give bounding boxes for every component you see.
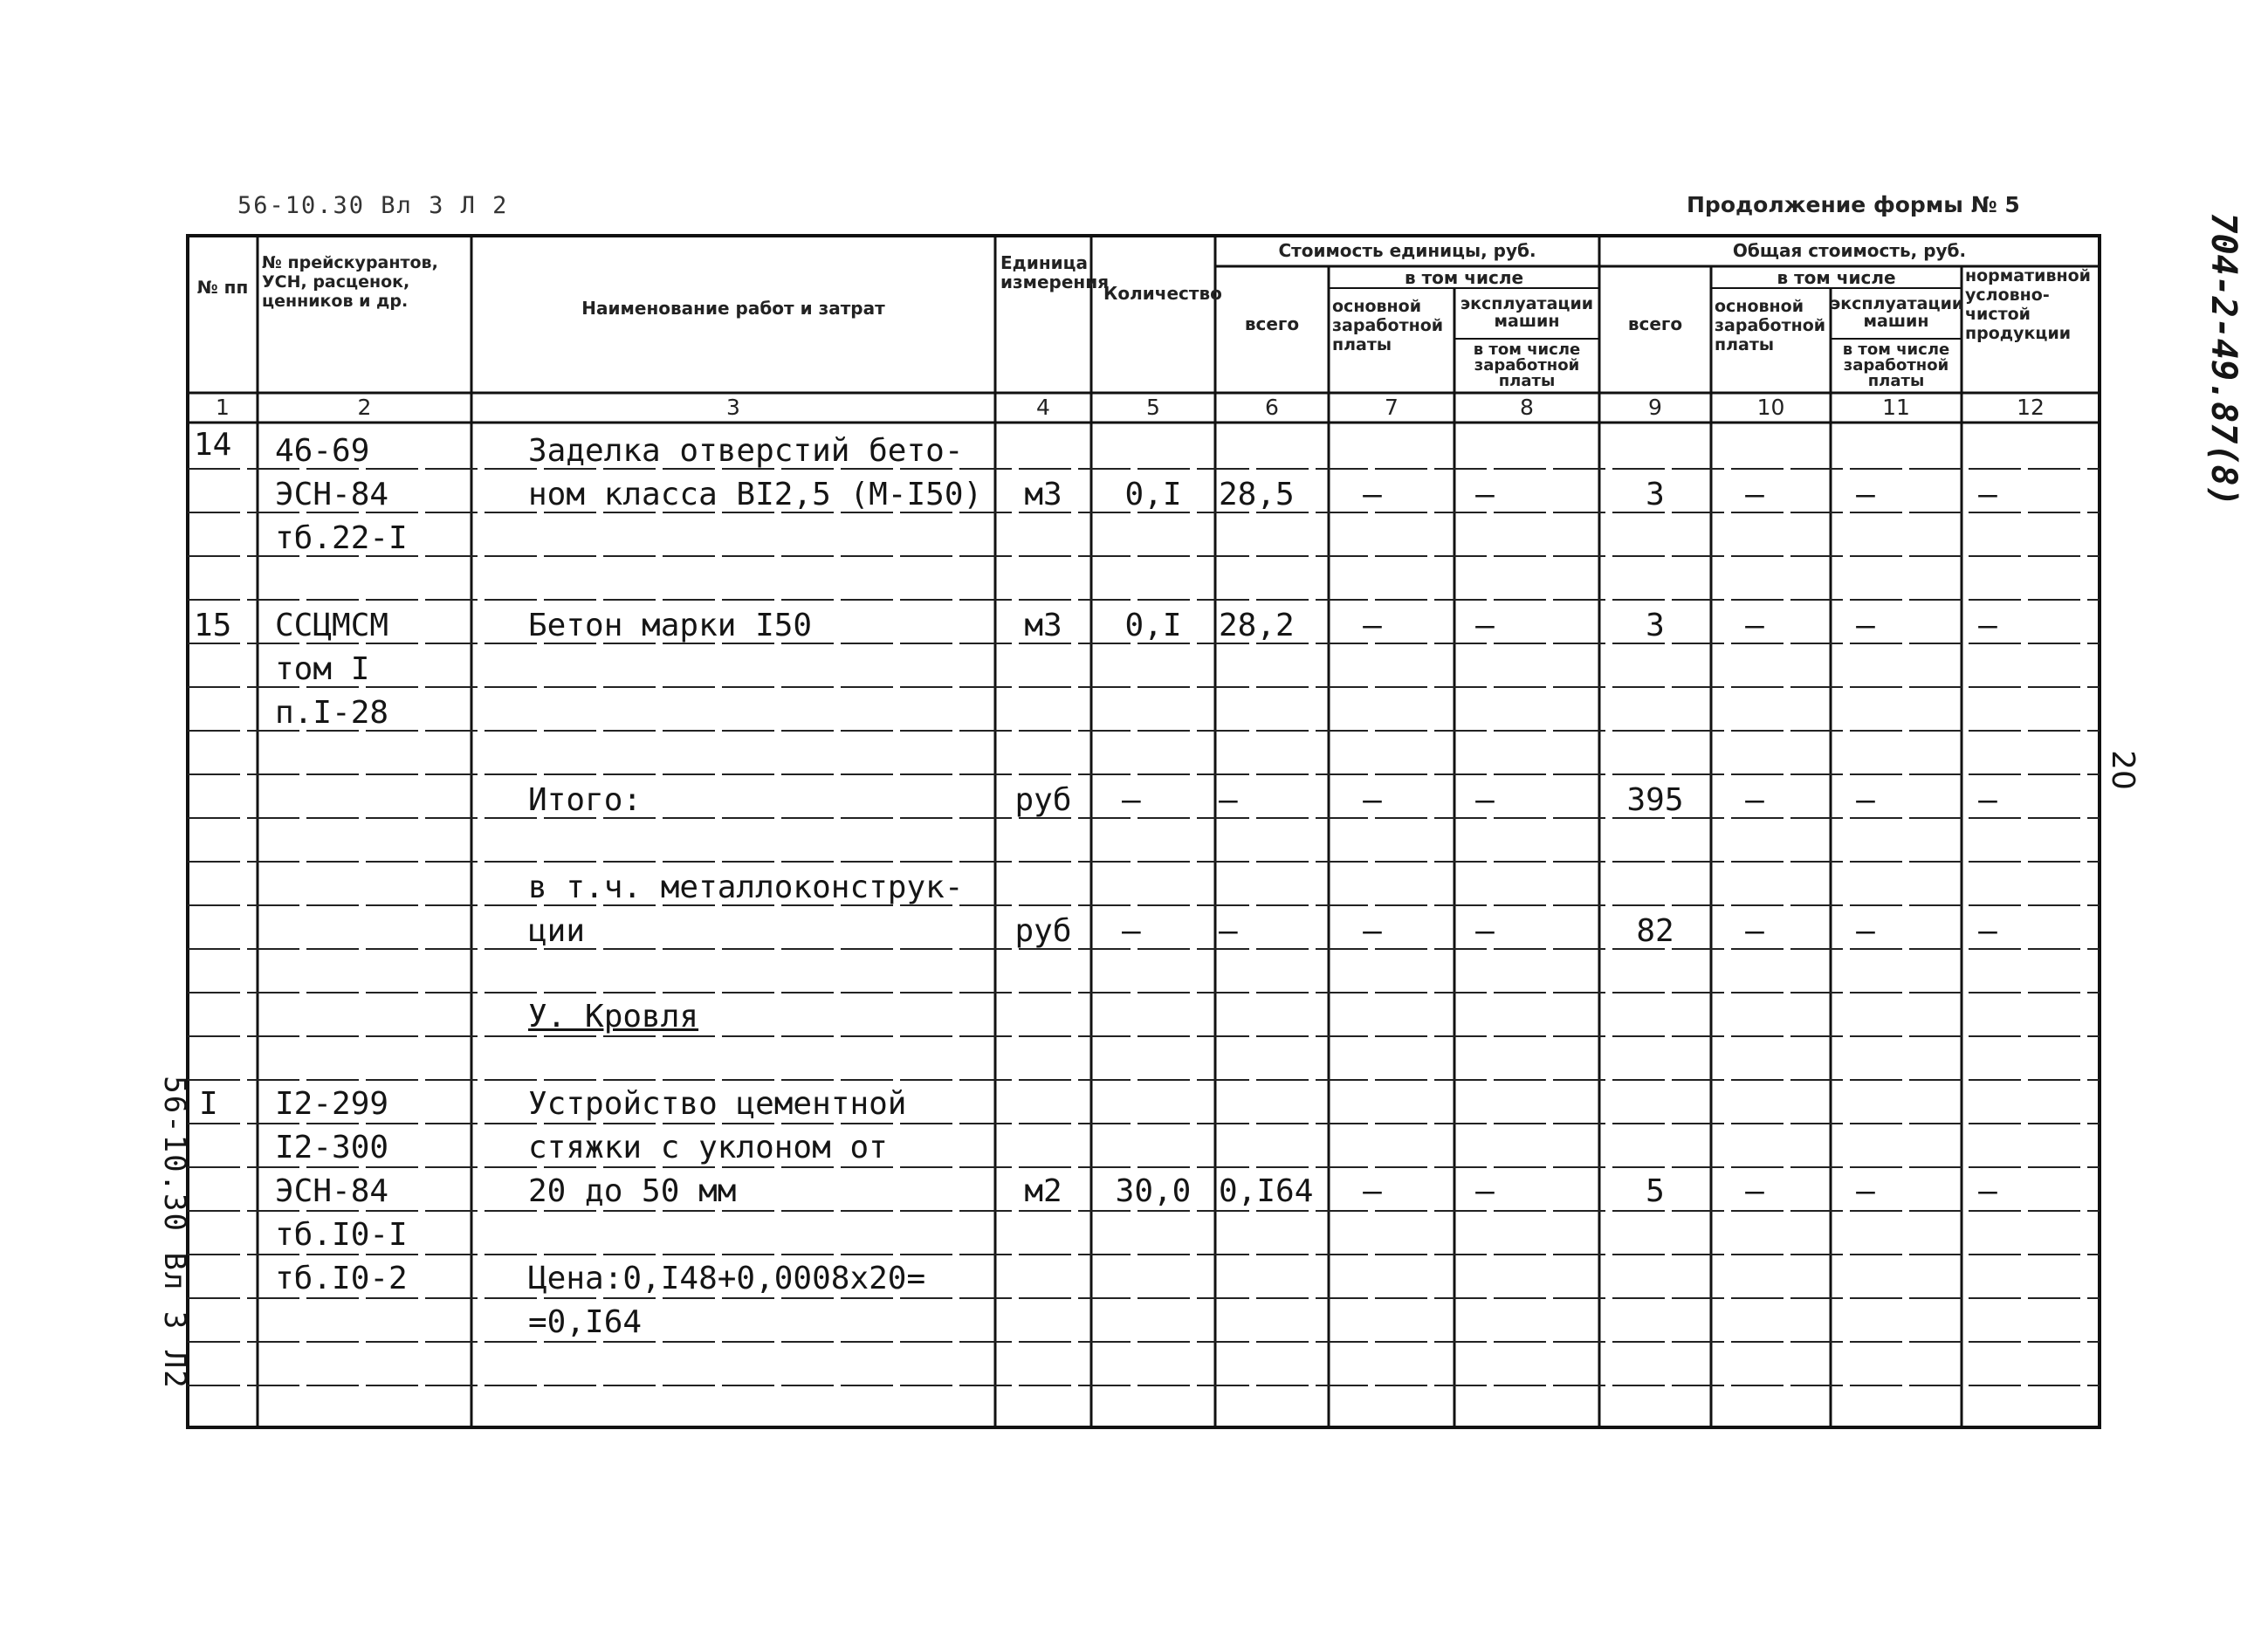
form-continuation-label: Продолжение формы № 5 xyxy=(1687,192,2020,217)
col-header-work-name: Наименование работ и затрат xyxy=(581,298,885,319)
total-cost-wage: – xyxy=(1745,1173,1764,1209)
col-number: 10 xyxy=(1756,395,1785,420)
col-header-unit: Единица измерения xyxy=(1000,252,1110,292)
total-cost-wage: – xyxy=(1745,477,1764,512)
group-header-unit-cost: Стоимость единицы, руб. xyxy=(1278,240,1536,261)
quantity: 0,I xyxy=(1124,608,1182,643)
total-cost-machines: – xyxy=(1856,913,1875,949)
quantity: 30,0 xyxy=(1115,1173,1192,1209)
col-header-unit-machines: эксплуатации машин xyxy=(1460,294,1594,331)
row-number: 15 xyxy=(194,608,232,643)
col-number: 5 xyxy=(1146,395,1160,420)
col-header-total-machines: эксплуатации машин xyxy=(1831,294,1964,331)
page-number: 20 xyxy=(2105,750,2141,790)
col-header-quantity: Количество xyxy=(1103,283,1222,304)
col-header-unit-machines-wage: в том числе заработной платы xyxy=(1473,340,1581,390)
total-cost-wage: – xyxy=(1745,782,1764,818)
col-header-row-number: № пп xyxy=(196,277,249,298)
col-header-unit-total: всего xyxy=(1244,313,1300,334)
total-cost: 82 xyxy=(1636,913,1674,949)
unit: руб xyxy=(1014,913,1072,949)
unit: м3 xyxy=(1024,608,1062,643)
quantity: – xyxy=(1122,782,1141,818)
unit-cost-total: 0,I64 xyxy=(1219,1173,1314,1209)
unit-cost-machines: – xyxy=(1475,608,1495,643)
price-reference: тб.I0-2 xyxy=(275,1261,408,1296)
work-name: ном класса BI2,5 (М-I50) xyxy=(528,477,983,512)
total-cost: 3 xyxy=(1646,608,1665,643)
norm-product: – xyxy=(1978,913,1997,949)
unit-cost-machines: – xyxy=(1475,1173,1495,1209)
col-number: 1 xyxy=(216,395,230,420)
side-document-reference: 56-10.30 Вл 3 Л2 xyxy=(157,1076,192,1390)
unit-cost-wage: – xyxy=(1363,608,1382,643)
price-reference: 46-69 xyxy=(275,433,370,469)
document-code-handwritten: 704-2-49.87(8) xyxy=(2203,212,2244,507)
unit-cost-wage: – xyxy=(1363,782,1382,818)
price-reference: I2-300 xyxy=(275,1130,389,1165)
price-reference: I2-299 xyxy=(275,1086,389,1122)
price-reference: тб.22-I xyxy=(275,520,408,556)
unit-cost-machines: – xyxy=(1475,477,1495,512)
price-reference: ССЦМСМ xyxy=(275,608,389,643)
col-header-price-reference: № прейскурантов, УСН, расценок, ценников и др. xyxy=(262,253,438,311)
work-name: стяжки с уклоном от xyxy=(528,1130,888,1165)
quantity: 0,I xyxy=(1124,477,1182,512)
group-header-total-cost: Общая стоимость, руб. xyxy=(1732,240,1967,261)
work-name: ции xyxy=(528,913,586,949)
col-header-unit-wage: основной заработной платы xyxy=(1332,297,1444,354)
work-name: в т.ч. металлоконструк- xyxy=(528,870,964,905)
unit: м3 xyxy=(1024,477,1062,512)
col-header-total: всего xyxy=(1627,313,1683,334)
norm-product: – xyxy=(1978,782,1997,818)
unit-cost-machines: – xyxy=(1475,913,1495,949)
unit-cost-wage: – xyxy=(1363,1173,1382,1209)
quantity: – xyxy=(1122,913,1141,949)
work-name: Бетон марки I50 xyxy=(528,608,813,643)
work-name: Заделка отверстий бето- xyxy=(528,433,964,469)
row-number: I xyxy=(199,1086,218,1122)
col-number: 12 xyxy=(2017,395,2045,420)
total-cost: 3 xyxy=(1646,477,1665,512)
col-header-norm-product: нормативной условно-чистой продукции xyxy=(1965,266,2091,343)
col-number: 9 xyxy=(1648,395,1662,420)
unit-cost-total: – xyxy=(1219,782,1238,818)
group-subheader-total-incl: в том числе xyxy=(1777,267,1896,288)
col-number: 6 xyxy=(1265,395,1279,420)
unit-cost-wage: – xyxy=(1363,913,1382,949)
col-number: 7 xyxy=(1385,395,1399,420)
price-formula: =0,I64 xyxy=(528,1304,643,1340)
total-cost-machines: – xyxy=(1856,782,1875,818)
price-formula: Цена:0,I48+0,0008х20= xyxy=(528,1261,926,1296)
unit-cost-total: – xyxy=(1219,913,1238,949)
price-reference: тб.I0-I xyxy=(275,1217,408,1253)
col-number: 3 xyxy=(726,395,740,420)
group-subheader-unit-incl: в том числе xyxy=(1404,267,1524,288)
unit-cost-wage: – xyxy=(1363,477,1382,512)
norm-product: – xyxy=(1978,608,1997,643)
work-name: Устройство цементной xyxy=(528,1086,907,1122)
unit: м2 xyxy=(1024,1173,1062,1209)
unit: руб xyxy=(1014,782,1072,818)
norm-product: – xyxy=(1978,1173,1997,1209)
total-cost-machines: – xyxy=(1856,608,1875,643)
row-number: 14 xyxy=(194,427,232,463)
col-number: 8 xyxy=(1520,395,1534,420)
col-number: 4 xyxy=(1036,395,1050,420)
norm-product: – xyxy=(1978,477,1997,512)
price-reference: п.I-28 xyxy=(275,695,389,731)
total-cost-machines: – xyxy=(1856,477,1875,512)
work-name: 20 до 50 мм xyxy=(528,1173,737,1209)
total-cost-wage: – xyxy=(1745,608,1764,643)
col-number: 2 xyxy=(357,395,372,420)
total-cost: 5 xyxy=(1646,1173,1665,1209)
unit-cost-total: 28,5 xyxy=(1219,477,1295,512)
total-cost: 395 xyxy=(1626,782,1684,818)
price-reference: том I xyxy=(275,651,370,687)
document-reference: 56-10.30 Вл 3 Л 2 xyxy=(237,192,509,219)
total-cost-wage: – xyxy=(1745,913,1764,949)
col-header-total-machines-wage: в том числе заработной платы xyxy=(1842,340,1950,390)
price-reference: ЭСН-84 xyxy=(275,477,389,512)
section-title: У. Кровля xyxy=(528,999,699,1035)
total-cost-machines: – xyxy=(1856,1173,1875,1209)
unit-cost-machines: – xyxy=(1475,782,1495,818)
col-number: 11 xyxy=(1882,395,1910,420)
col-header-total-wage: основной заработной платы xyxy=(1715,297,1826,354)
unit-cost-total: 28,2 xyxy=(1219,608,1295,643)
subtotal-label: Итого: xyxy=(528,782,643,818)
price-reference: ЭСН-84 xyxy=(275,1173,389,1209)
